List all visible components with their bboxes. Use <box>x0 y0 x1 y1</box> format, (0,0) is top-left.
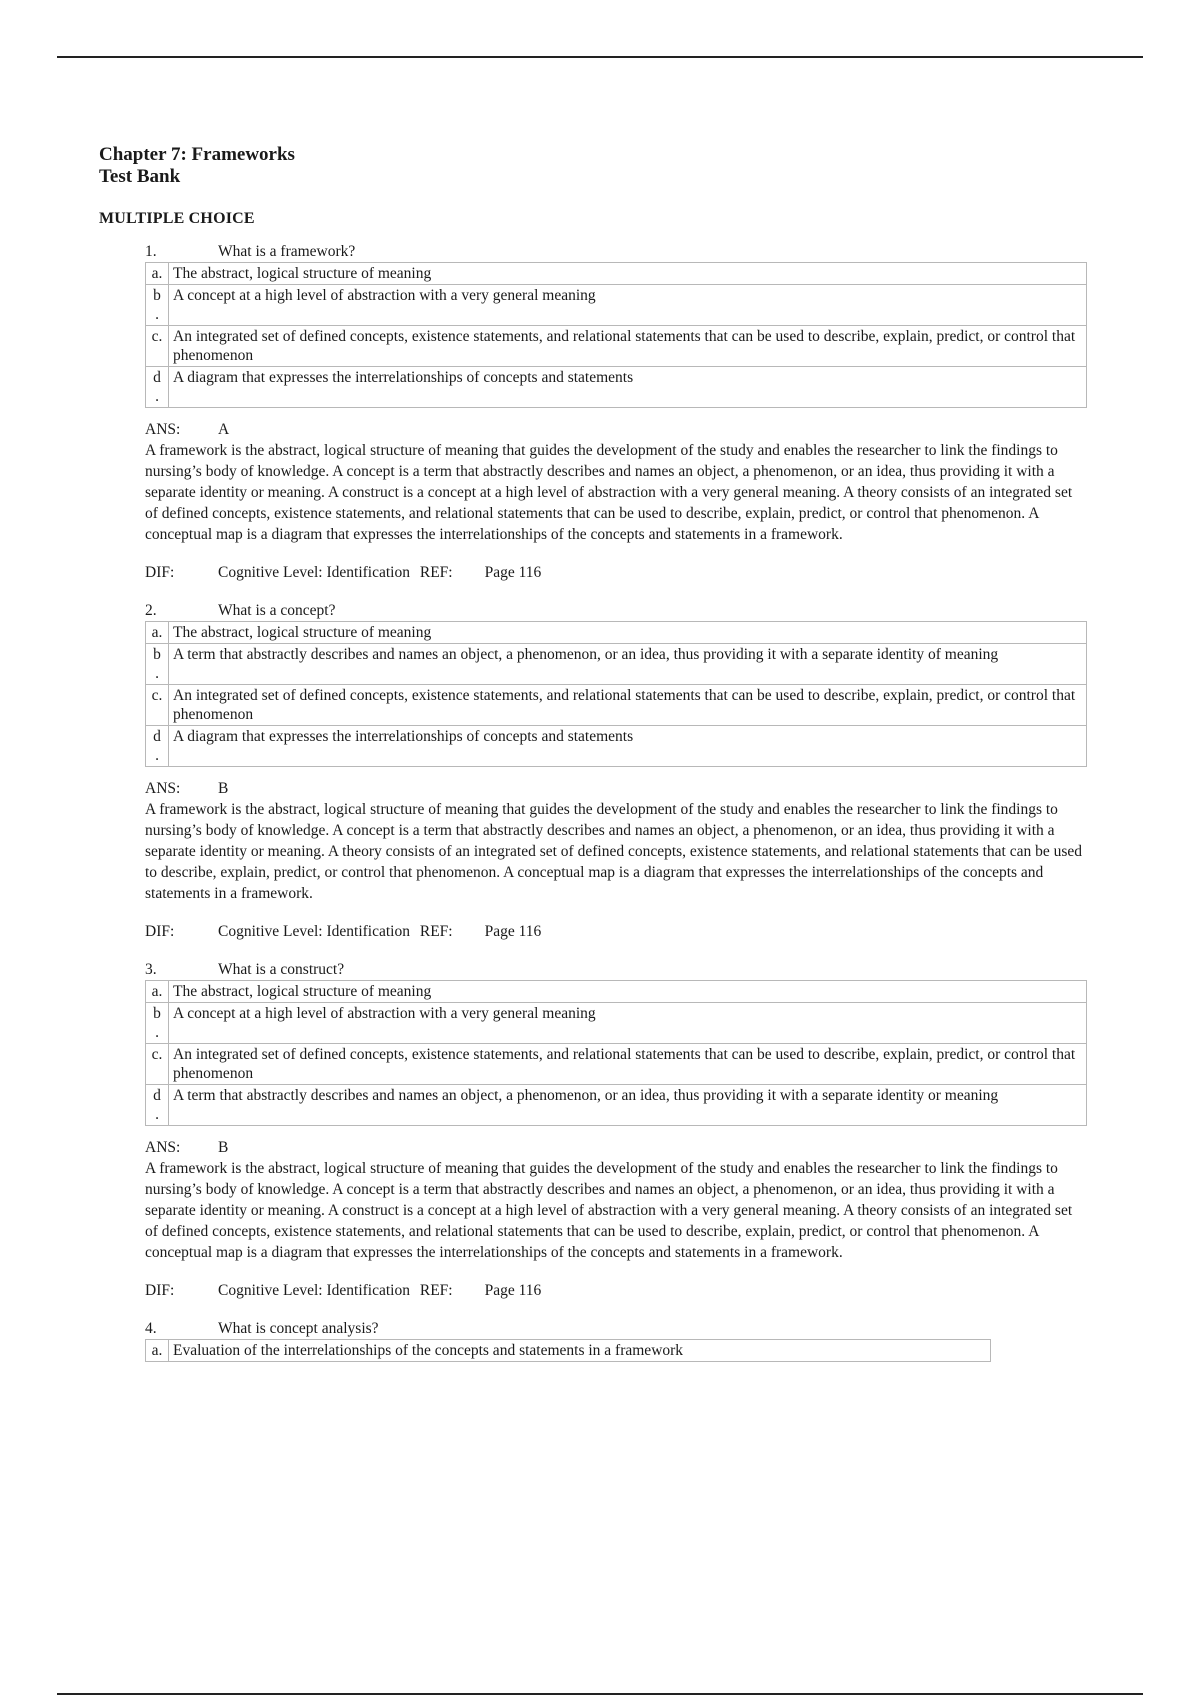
option-text: An integrated set of defined concepts, existence statements, and relational statements that can be used to describe, explain, predict, or control that phenomenon <box>169 326 1087 367</box>
option-row <box>146 644 1087 685</box>
dif-label: DIF: <box>145 1282 175 1299</box>
option-letter: b . <box>146 1003 169 1044</box>
dif-value: Cognitive Level: Identification <box>218 923 410 940</box>
answer-value: B <box>218 1139 229 1156</box>
option-letter: c. <box>146 326 169 367</box>
answer-label: ANS: <box>145 421 181 438</box>
answer-value: A <box>218 421 230 438</box>
option-row <box>146 685 1087 726</box>
option-text: An integrated set of defined concepts, existence statements, and relational statements that can be used to describe, explain, predict, or control that phenomenon <box>169 1044 1087 1085</box>
option-letter: d . <box>146 1085 169 1126</box>
question-4 <box>145 1319 1087 1362</box>
option-row <box>146 622 1087 644</box>
option-row <box>146 263 1087 285</box>
option-row <box>146 326 1087 367</box>
ref-label: REF: <box>419 564 453 581</box>
option-text: A concept at a high level of abstraction with a very general meaning <box>169 285 1087 326</box>
option-row <box>146 1003 1087 1044</box>
option-text: The abstract, logical structure of meaning <box>169 622 1087 644</box>
dif-label: DIF: <box>145 564 175 581</box>
document-subtitle: Test Bank <box>99 166 181 187</box>
option-letter: d . <box>146 726 169 767</box>
dif-label: DIF: <box>145 923 175 940</box>
option-row <box>146 1085 1087 1126</box>
ref-label: REF: <box>419 923 453 940</box>
bottom-rule <box>57 1693 1143 1695</box>
ref-value: Page 116 <box>484 1282 542 1299</box>
option-row <box>146 981 1087 1003</box>
question-number: 3. <box>145 961 157 978</box>
question-stem: What is concept analysis? <box>218 1320 379 1337</box>
option-text: Evaluation of the interrelationships of the concepts and statements in a framework <box>169 1340 991 1362</box>
option-letter: b . <box>146 644 169 685</box>
option-row <box>146 367 1087 408</box>
question-number: 4. <box>145 1320 157 1337</box>
option-text: A concept at a high level of abstraction with a very general meaning <box>169 1003 1087 1044</box>
answer-label: ANS: <box>145 1139 181 1156</box>
metadata-line <box>145 922 1087 942</box>
rationale: A framework is the abstract, logical structure of meaning that guides the development of the study and enables the researcher to link the findings to nursing’s body of knowledge. A concept is a term that abstractly describes and names an object, a phenomenon, or an idea, thus providing it with a separate identity or meaning. A construct is a concept at a high level of abstraction with a very general meaning. A theory consists of an integrated set of defined concepts, existence statements, and relational statements that can be used to describe, explain, predict, or control that phenomenon. A conceptual map is a diagram that expresses the interrelationships of the concepts and statements in a framework. <box>145 1160 1073 1261</box>
option-letter: c. <box>146 1044 169 1085</box>
answer-line <box>145 779 1087 799</box>
document-body <box>99 144 1099 1380</box>
answer-line <box>145 1138 1087 1158</box>
ref-value: Page 116 <box>484 923 542 940</box>
metadata-line <box>145 1281 1087 1301</box>
metadata-line <box>145 563 1087 583</box>
question-2 <box>145 601 1087 942</box>
option-letter: c. <box>146 685 169 726</box>
rationale: A framework is the abstract, logical structure of meaning that guides the development of the study and enables the researcher to link the findings to nursing’s body of knowledge. A concept is a term that abstractly describes and names an object, a phenomenon, or an idea, thus providing it with a separate identity or meaning. A construct is a concept at a high level of abstraction with a very general meaning. A theory consists of an integrated set of defined concepts, existence statements, and relational statements that can be used to describe, explain, predict, or control that phenomenon. A conceptual map is a diagram that expresses the interrelationships of the concepts and statements in a framework. <box>145 442 1073 543</box>
option-row <box>146 1340 991 1362</box>
option-letter: a. <box>146 622 169 644</box>
option-text: A diagram that expresses the interrelationships of concepts and statements <box>169 367 1087 408</box>
option-text: An integrated set of defined concepts, existence statements, and relational statements that can be used to describe, explain, predict, or control that phenomenon <box>169 685 1087 726</box>
option-letter: d . <box>146 367 169 408</box>
answer-line <box>145 420 1087 440</box>
question-stem: What is a concept? <box>218 602 336 619</box>
chapter-title: Chapter 7: Frameworks <box>99 144 295 165</box>
question-stem: What is a construct? <box>218 961 345 978</box>
options-table <box>145 1339 991 1362</box>
question-number: 1. <box>145 243 157 260</box>
option-row <box>146 726 1087 767</box>
option-letter: b . <box>146 285 169 326</box>
top-rule <box>57 56 1143 58</box>
answer-value: B <box>218 780 229 797</box>
question-1 <box>145 242 1087 583</box>
rationale: A framework is the abstract, logical structure of meaning that guides the development of the study and enables the researcher to link the findings to nursing’s body of knowledge. A concept is a term that abstractly describes and names an object, a phenomenon, or an idea, thus providing it with a separate identity or meaning. A theory consists of an integrated set of defined concepts, existence statements, and relational statements that can be used to describe, explain, predict, or control that phenomenon. A conceptual map is a diagram that expresses the interrelationships of the concepts and statements in a framework. <box>145 801 1083 902</box>
option-text: A term that abstractly describes and names an object, a phenomenon, or an idea, thus providing it with a separate identity of meaning <box>169 644 1087 685</box>
question-number: 2. <box>145 602 157 619</box>
options-table <box>145 262 1087 408</box>
option-row <box>146 1044 1087 1085</box>
option-letter: a. <box>146 1340 169 1362</box>
options-table <box>145 621 1087 767</box>
ref-value: Page 116 <box>484 564 542 581</box>
option-text: The abstract, logical structure of meaning <box>169 263 1087 285</box>
options-table <box>145 980 1087 1126</box>
dif-value: Cognitive Level: Identification <box>218 1282 410 1299</box>
question-3 <box>145 960 1087 1301</box>
answer-label: ANS: <box>145 780 181 797</box>
question-stem: What is a framework? <box>218 243 356 260</box>
section-heading: MULTIPLE CHOICE <box>99 210 255 227</box>
option-letter: a. <box>146 981 169 1003</box>
option-letter: a. <box>146 263 169 285</box>
dif-value: Cognitive Level: Identification <box>218 564 410 581</box>
option-text: The abstract, logical structure of meaning <box>169 981 1087 1003</box>
option-row <box>146 285 1087 326</box>
option-text: A diagram that expresses the interrelationships of concepts and statements <box>169 726 1087 767</box>
option-text: A term that abstractly describes and names an object, a phenomenon, or an idea, thus providing it with a separate identity or meaning <box>169 1085 1087 1126</box>
ref-label: REF: <box>419 1282 453 1299</box>
